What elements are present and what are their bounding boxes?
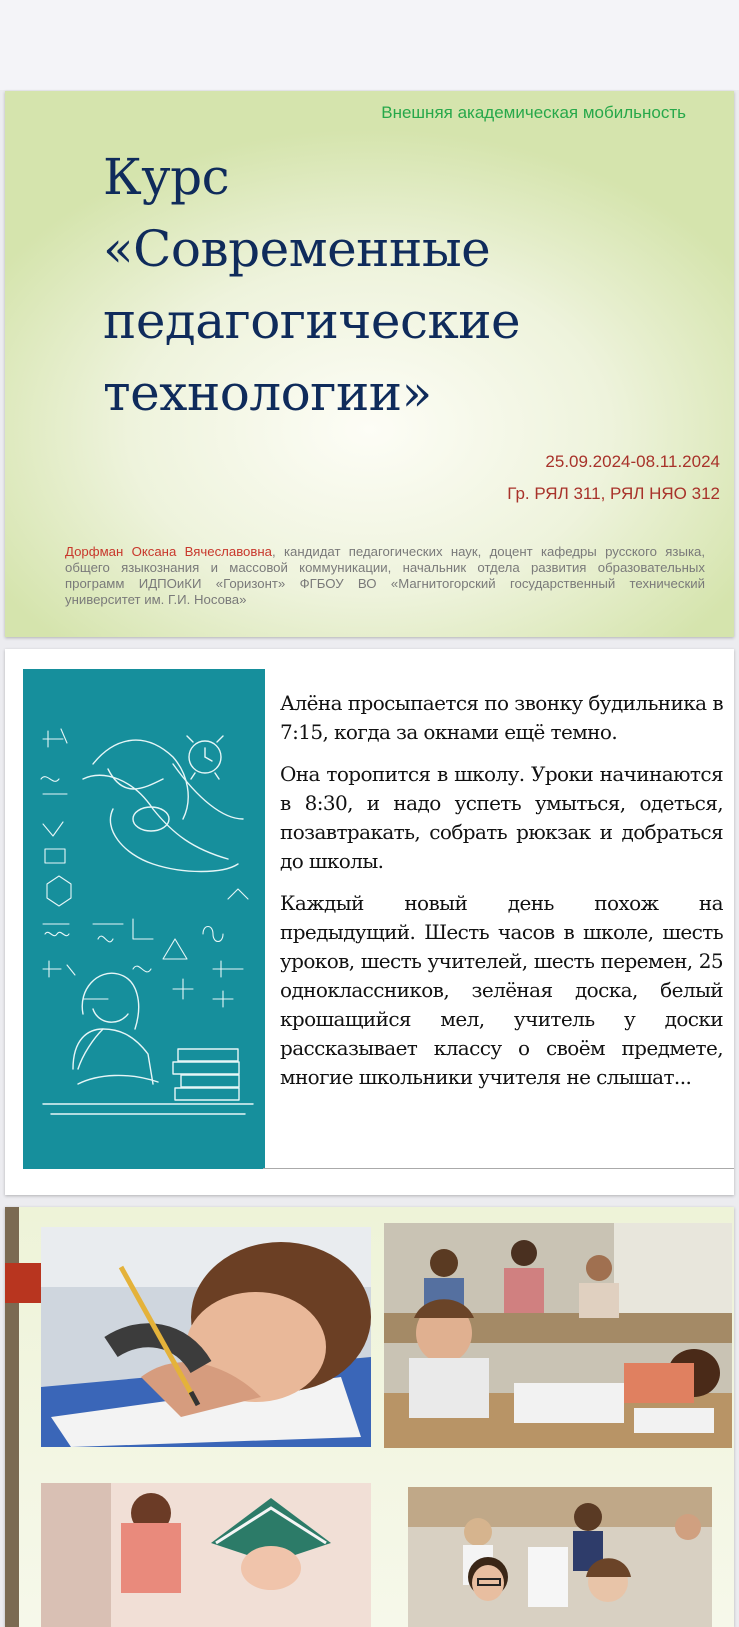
formula-sketches-icon xyxy=(41,729,248,1007)
author-description: , кандидат педагогических наук, доцент кафедры русского языка, общего языкознания и массовой коммуникации, начальник отдела развития образовательных программ ИДПОиКИ «Горизонт» ФГБОУ ВО «Магнитогорский государственный технический университет им. Г.И. Носова» xyxy=(65,544,706,607)
photo-girl-book xyxy=(41,1483,371,1627)
tired-girl-icon xyxy=(73,973,158,1084)
course-info xyxy=(507,446,720,510)
sketch-illustration xyxy=(23,669,265,1169)
title-line-2: «Современные xyxy=(103,220,491,278)
top-bar xyxy=(0,0,739,90)
photo-tired-classroom xyxy=(384,1223,732,1448)
author-info xyxy=(65,544,705,608)
story-text xyxy=(280,689,723,1105)
course-dates: 25.09.2024-08.11.2024 xyxy=(545,452,720,471)
title-line-3: педагогические xyxy=(103,292,521,350)
divider xyxy=(263,1168,734,1169)
alarm-clock-icon xyxy=(187,736,223,779)
course-groups: Гр. РЯЛ 311, РЯЛ НЯО 312 xyxy=(507,484,720,503)
story-paragraph-2: Она торопится в школу. Уроки начинаются в 8:30, и надо успеть умыться, одеться, позавтракать, собрать рюкзак и добраться до школы. xyxy=(280,762,723,873)
photo-students xyxy=(408,1487,712,1627)
slide-photos[interactable] xyxy=(5,1207,734,1627)
title-line-4: технологии» xyxy=(103,364,432,422)
story-paragraph-1: Алёна просыпается по звонку будильника в 7:15, когда за окнами ещё темно. xyxy=(280,691,723,744)
story-paragraph-3: Каждый новый день похож на предыдущий. Шесть часов в школе, шесть уроков, шесть учителей, шесть перемен, 25 одноклассников, зелёная доска, белый крошащийся мел, учитель у доски рассказывает классу о своём предмете, многие школьники учителя не слышат... xyxy=(280,891,723,1089)
top-label: Внешняя академическая мобильность xyxy=(381,103,686,122)
course-title xyxy=(103,141,663,429)
author-name: Дорфман Оксана Вячеславовна xyxy=(65,544,273,559)
title-line-1: Курс xyxy=(103,148,230,206)
sleeping-girl-icon xyxy=(83,740,243,871)
photo-boy-writing xyxy=(41,1227,371,1447)
slide-story[interactable] xyxy=(5,649,734,1195)
accent-square xyxy=(5,1263,41,1303)
books-icon xyxy=(173,1049,239,1100)
slide-title[interactable] xyxy=(5,91,734,637)
